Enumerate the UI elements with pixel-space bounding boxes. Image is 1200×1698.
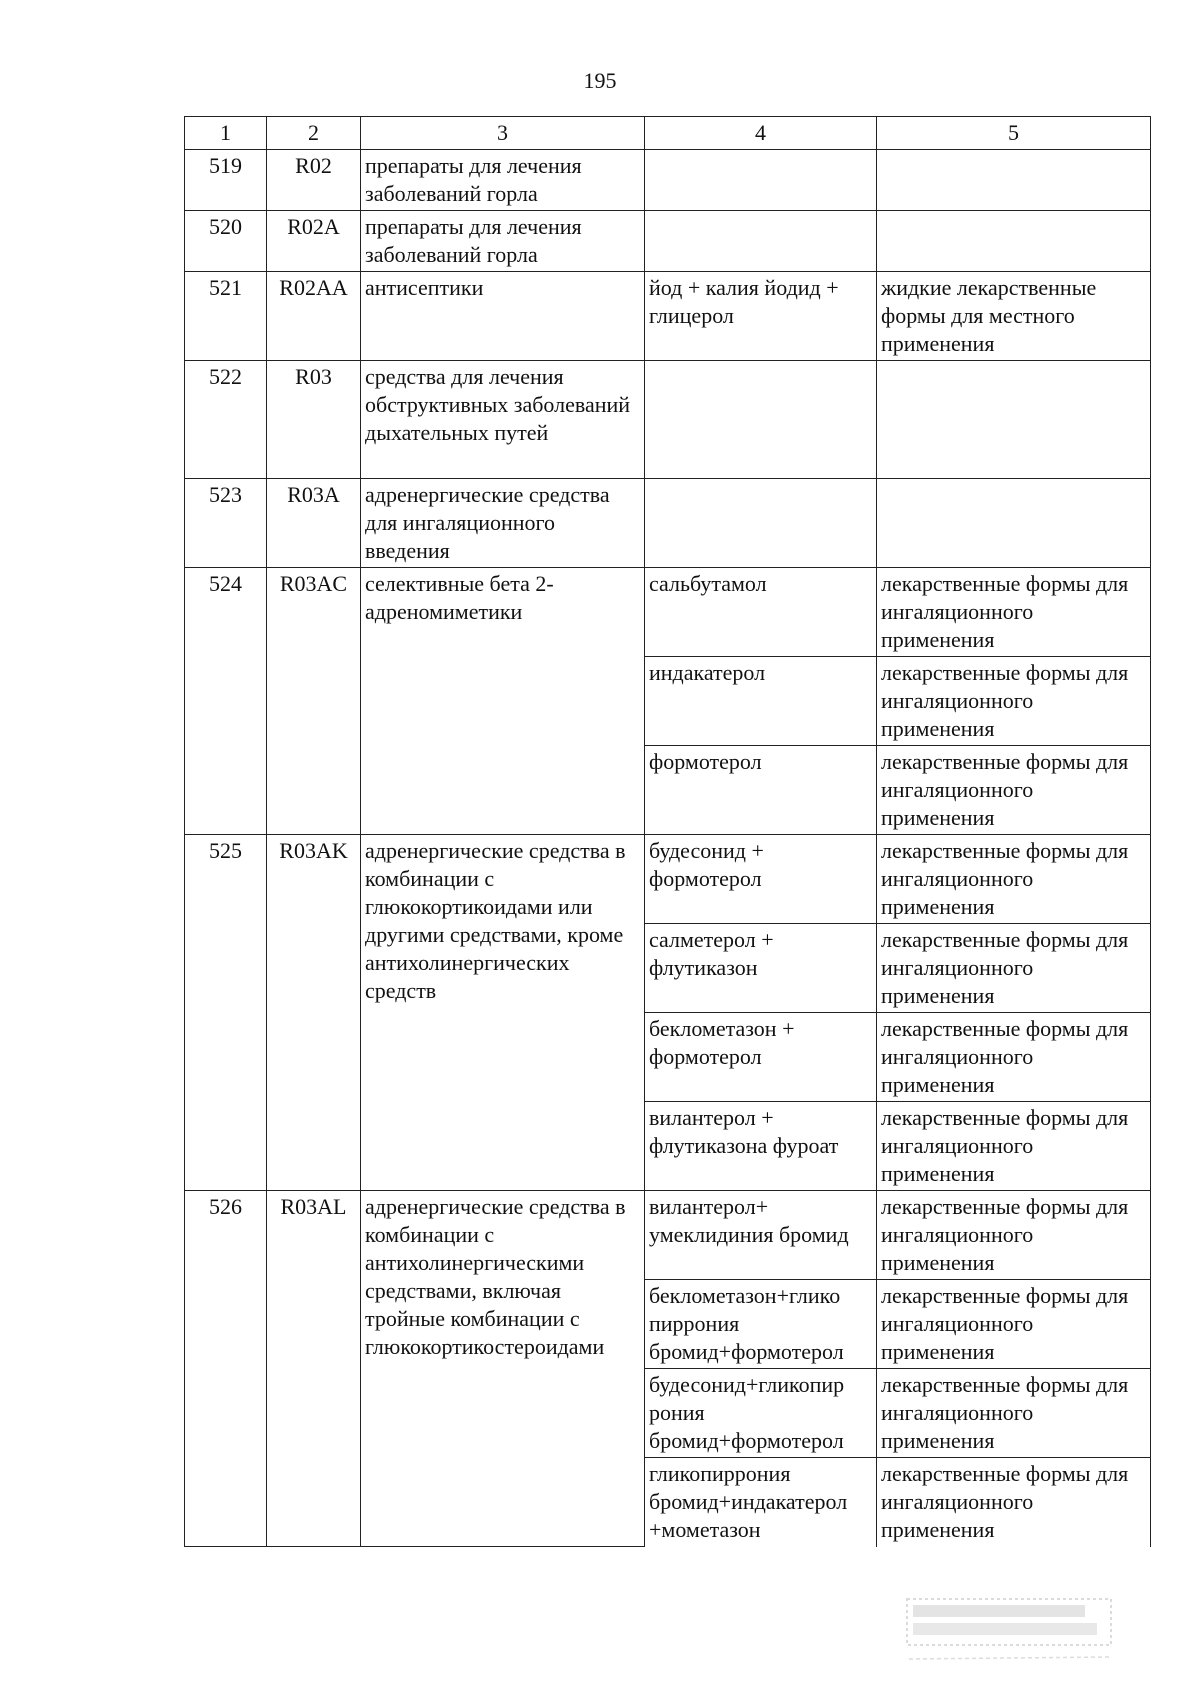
drug-name (645, 361, 877, 479)
dosage-form: лекарственные формы для ингаляционного применения (877, 568, 1151, 657)
row-number: 523 (185, 479, 267, 568)
dosage-form (877, 211, 1151, 272)
drug-name: йод + калия йодид + глицерол (645, 272, 877, 361)
row-number: 519 (185, 150, 267, 211)
drug-name: салметерол + флутиказон (645, 924, 877, 1013)
dosage-form: жидкие лекарственные формы для местного применения (877, 272, 1151, 361)
column-header: 3 (361, 117, 645, 150)
drug-name: вилантерол + флутиказона фуроат (645, 1102, 877, 1191)
drug-name: будесонид + формотерол (645, 835, 877, 924)
table-row (185, 272, 1151, 361)
atc-code: R03AK (267, 835, 361, 1191)
atc-code: R03AL (267, 1191, 361, 1547)
atc-code: R02AA (267, 272, 361, 361)
table-row (185, 835, 1151, 924)
dosage-form: лекарственные формы для ингаляционного применения (877, 1280, 1151, 1369)
atc-group: селективные бета 2-адреномиметики (361, 568, 645, 835)
atc-code: R02A (267, 211, 361, 272)
dosage-form: лекарственные формы для ингаляционного применения (877, 746, 1151, 835)
faded-stamp (905, 1597, 1113, 1667)
atc-group: препараты для лечения заболеваний горла (361, 211, 645, 272)
atc-code: R03A (267, 479, 361, 568)
dosage-form: лекарственные формы для ингаляционного применения (877, 1013, 1151, 1102)
atc-code: R02 (267, 150, 361, 211)
drug-name: гликопиррония бромид+индакатерол +мометазон (645, 1458, 877, 1547)
atc-group: адренергические средства в комбинации с антихолинергическими средствами, включая тройные комбинации с глюкокортикостероидами (361, 1191, 645, 1547)
dosage-form: лекарственные формы для ингаляционного применения (877, 657, 1151, 746)
drug-name: индакатерол (645, 657, 877, 746)
atc-group: средства для лечения обструктивных заболеваний дыхательных путей (361, 361, 645, 479)
dosage-form: лекарственные формы для ингаляционного применения (877, 1102, 1151, 1191)
dosage-form: лекарственные формы для ингаляционного применения (877, 835, 1151, 924)
drug-name (645, 150, 877, 211)
atc-group: адренергические средства в комбинации с глюкокортикоидами или другими средствами, кроме антихолинергических средств (361, 835, 645, 1191)
row-number: 525 (185, 835, 267, 1191)
table-row (185, 211, 1151, 272)
atc-code: R03AC (267, 568, 361, 835)
atc-group: адренергические средства для ингаляционного введения (361, 479, 645, 568)
table-header-row (185, 117, 1151, 150)
dosage-form (877, 479, 1151, 568)
page-number: 195 (583, 68, 617, 93)
drug-name: будесонид+гликопир рония бромид+формотерол (645, 1369, 877, 1458)
table-row (185, 1191, 1151, 1280)
row-number: 524 (185, 568, 267, 835)
row-number: 520 (185, 211, 267, 272)
drug-name: вилантерол+ умеклидиния бромид (645, 1191, 877, 1280)
table-row (185, 150, 1151, 211)
dosage-form (877, 150, 1151, 211)
table-row (185, 568, 1151, 657)
dosage-form (877, 361, 1151, 479)
dosage-form: лекарственные формы для ингаляционного применения (877, 1369, 1151, 1458)
drug-name: формотерол (645, 746, 877, 835)
dosage-form: лекарственные формы для ингаляционного применения (877, 924, 1151, 1013)
row-number: 526 (185, 1191, 267, 1547)
row-number: 521 (185, 272, 267, 361)
column-header: 2 (267, 117, 361, 150)
table-row (185, 361, 1151, 479)
drug-name: беклометазон + формотерол (645, 1013, 877, 1102)
row-number: 522 (185, 361, 267, 479)
column-header: 1 (185, 117, 267, 150)
atc-group: антисептики (361, 272, 645, 361)
drug-name (645, 479, 877, 568)
drug-list-table (184, 116, 1151, 1547)
table-row (185, 479, 1151, 568)
drug-name (645, 211, 877, 272)
column-header: 5 (877, 117, 1151, 150)
drug-name: беклометазон+глико пиррония бромид+формотерол (645, 1280, 877, 1369)
atc-code: R03 (267, 361, 361, 479)
dosage-form: лекарственные формы для ингаляционного применения (877, 1191, 1151, 1280)
column-header: 4 (645, 117, 877, 150)
atc-group: препараты для лечения заболеваний горла (361, 150, 645, 211)
drug-name: сальбутамол (645, 568, 877, 657)
dosage-form: лекарственные формы для ингаляционного применения (877, 1458, 1151, 1547)
